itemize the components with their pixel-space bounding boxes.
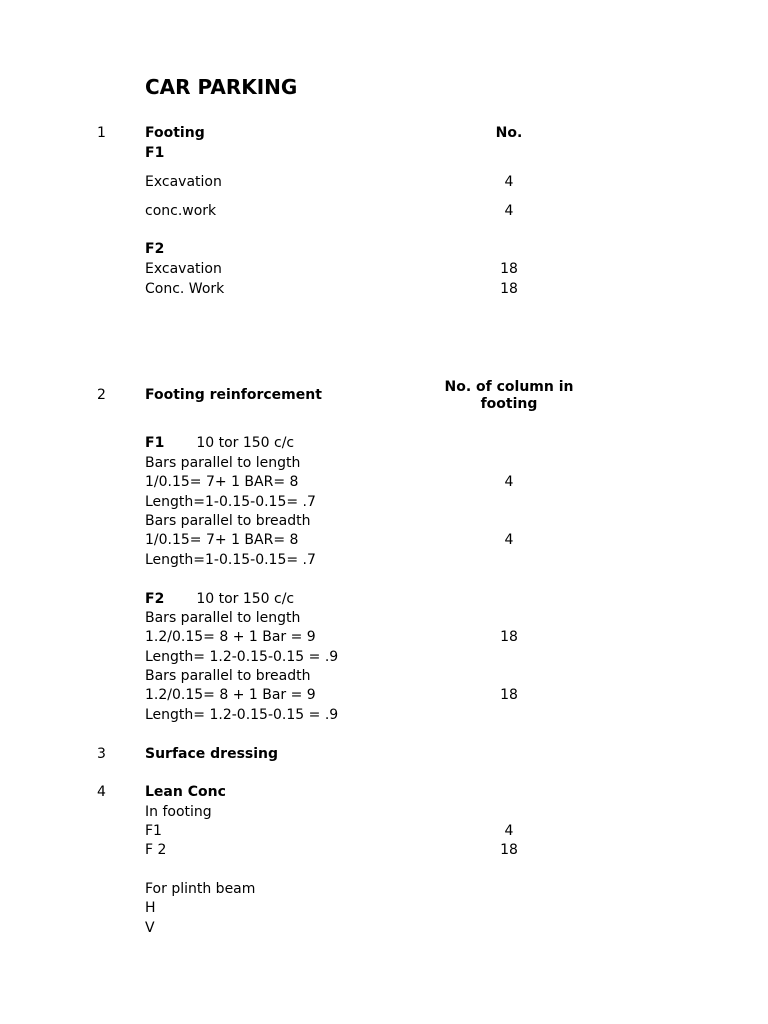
- footing-label-f1: [145, 436, 294, 450]
- page-title: CAR PARKING: [145, 75, 298, 99]
- calc-line: Bars parallel to length: [145, 610, 301, 626]
- row-label: F1: [145, 823, 162, 839]
- footing-label-f2: [145, 592, 294, 606]
- row-value: 18: [500, 842, 518, 858]
- section-number: 2: [97, 387, 106, 403]
- row-label: Conc. Work: [145, 281, 225, 297]
- row-value: 4: [504, 474, 514, 490]
- section-number: 3: [97, 746, 106, 762]
- row-value: 18: [500, 687, 518, 703]
- footing-label-f2: F2: [145, 241, 165, 257]
- row-value: 4: [504, 203, 514, 219]
- footing-label: F2: [145, 591, 165, 607]
- column-header: No.: [495, 125, 523, 141]
- row-value: 18: [500, 261, 518, 277]
- section-heading: Lean Conc: [145, 784, 226, 800]
- row-value: 18: [500, 629, 518, 645]
- row-value: 18: [500, 281, 518, 297]
- calc-line: Bars parallel to breadth: [145, 513, 311, 529]
- section-heading: Footing reinforcement: [145, 387, 322, 403]
- calc-line: Length= 1.2-0.15-0.15 = .9: [145, 649, 339, 665]
- row-label: V: [145, 920, 155, 936]
- footing-label: F1: [145, 435, 165, 451]
- row-label: H: [145, 900, 156, 916]
- calc-line: 1/0.15= 7+ 1 BAR= 8: [145, 474, 299, 490]
- section-heading: Surface dressing: [145, 746, 279, 762]
- calc-line: 1.2/0.15= 8 + 1 Bar = 9: [145, 629, 316, 645]
- calc-line: 1/0.15= 7+ 1 BAR= 8: [145, 532, 299, 548]
- sub-heading: In footing: [145, 804, 212, 820]
- column-header: No. of column in footing: [444, 379, 574, 412]
- row-label: F 2: [145, 842, 167, 858]
- row-value: 4: [504, 823, 514, 839]
- calc-line: Bars parallel to breadth: [145, 668, 311, 684]
- sub-heading: For plinth beam: [145, 881, 256, 897]
- section-number: 1: [97, 125, 106, 141]
- row-value: 4: [504, 174, 514, 190]
- row-label: Excavation: [145, 174, 222, 190]
- calc-line: Bars parallel to length: [145, 455, 301, 471]
- footing-label-f1: F1: [145, 145, 165, 161]
- row-label: conc.work: [145, 203, 217, 219]
- calc-line: Length=1-0.15-0.15= .7: [145, 494, 316, 510]
- row-label: Excavation: [145, 261, 222, 277]
- row-value: 4: [504, 532, 514, 548]
- calc-line: Length= 1.2-0.15-0.15 = .9: [145, 707, 339, 723]
- calc-line: 1.2/0.15= 8 + 1 Bar = 9: [145, 687, 316, 703]
- calc-line: Length=1-0.15-0.15= .7: [145, 552, 316, 568]
- section-heading: Footing: [145, 125, 205, 141]
- bar-spec: 10 tor 150 c/c: [196, 435, 295, 451]
- bar-spec: 10 tor 150 c/c: [196, 591, 295, 607]
- section-number: 4: [97, 784, 106, 800]
